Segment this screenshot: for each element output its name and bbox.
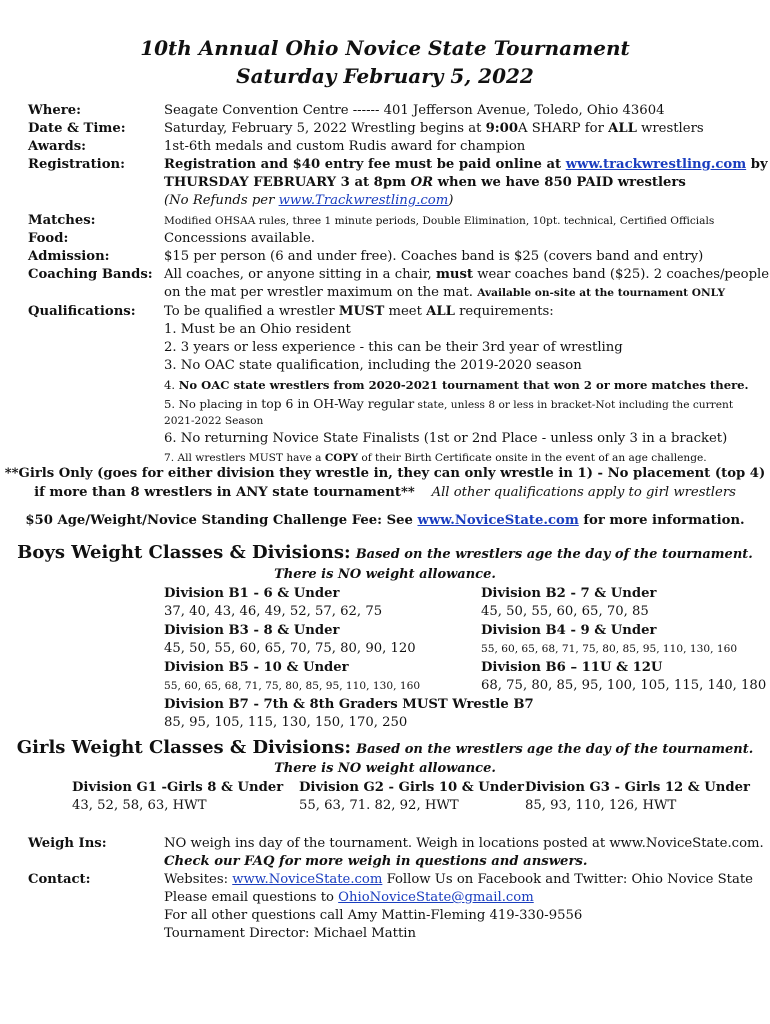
- challenge-fee: [0, 513, 770, 528]
- division-g1-name: Division G1 -Girls 8 & Under: [72, 780, 284, 795]
- division-g2-weights: 55, 63, 71. 82, 92, HWT: [299, 798, 459, 813]
- challenge-pre: $50 Age/Weight/Novice Standing Challenge Fee: See: [25, 513, 418, 528]
- registration-cap: when we have 850 PAID wrestlers: [433, 175, 686, 190]
- qualifications-intro: [164, 303, 554, 321]
- qual-item-2-text: 2. 3 years or less experience - this can be their 3rd year of wrestling: [164, 340, 623, 355]
- girls-heading-sub: Based on the wrestlers age the day of the tournament.: [356, 742, 754, 757]
- refund-note: [164, 192, 453, 210]
- email-pre: Please email questions to: [164, 890, 339, 905]
- email-link[interactable]: OhioNoviceState@gmail.com: [338, 890, 534, 905]
- division-g2: [299, 779, 524, 815]
- coaching-must: must: [435, 267, 473, 282]
- qual-item-3-text: 3. No OAC state qualification, including the 2019-2020 season: [164, 358, 582, 373]
- coaching-line-2: [164, 284, 725, 302]
- division-g3: [525, 779, 750, 815]
- trackwrestling-refund-link[interactable]: www.Trackwrestling.com: [278, 193, 449, 208]
- division-b3: [164, 622, 416, 658]
- division-g3-weights: 85, 93, 110, 126, HWT: [525, 798, 677, 813]
- trackwrestling-link[interactable]: www.trackwrestling.com: [565, 157, 747, 172]
- where-label: Where:: [28, 103, 81, 118]
- division-b5-weights: 55, 60, 65, 68, 71, 75, 80, 85, 95, 110, 130, 160: [164, 680, 421, 692]
- qual-item-4-bold: No OAC state wrestlers from 2020-2021 tournament that won 2 or more matches there.: [178, 378, 749, 392]
- qual-item-5-line-2-text: 2021-2022 Season: [164, 415, 264, 427]
- boys-allowance: There is NO weight allowance.: [274, 567, 496, 582]
- qual-item-1-text: 1. Must be an Ohio resident: [164, 322, 351, 337]
- division-b6: [481, 659, 766, 695]
- admission-label: Admission:: [28, 249, 110, 264]
- girls-note-line-2: [0, 485, 770, 500]
- datetime-value: [164, 120, 704, 138]
- division-b1-name: Division B1 - 6 & Under: [164, 586, 340, 601]
- weighins-label: Weigh Ins:: [28, 836, 107, 851]
- matches-label: Matches:: [28, 213, 96, 228]
- division-b5: [164, 659, 420, 695]
- qual-item-7-copy: COPY: [324, 452, 359, 464]
- coaching-label: Coaching Bands:: [28, 267, 153, 282]
- registration-deadline: THURSDAY FEBRUARY 3 at 8pm: [164, 175, 411, 190]
- food-value: Concessions available.: [164, 231, 315, 246]
- division-b2-weights: 45, 50, 55, 60, 65, 70, 85: [481, 604, 649, 619]
- qual-item-4-num: 4.: [164, 378, 179, 392]
- coaching-pre: All coaches, or anyone sitting in a chair,: [164, 267, 436, 282]
- qual-item-5-a: 5. No placing in: [164, 397, 262, 411]
- division-b4-weights: 55, 60, 65, 68, 71, 75, 80, 85, 95, 110, 130, 160: [481, 643, 738, 655]
- registration-post: by: [746, 157, 768, 172]
- title-line-1: 10th Annual Ohio Novice State Tournament: [140, 36, 630, 60]
- awards-value: 1st-6th medals and custom Rudis award for champion: [164, 139, 526, 154]
- datetime-label: Date & Time:: [28, 121, 126, 136]
- challenge-post: for more information.: [578, 513, 745, 528]
- division-b3-name: Division B3 - 8 & Under: [164, 623, 340, 638]
- qual-item-4-text: [164, 376, 749, 394]
- division-b2-name: Division B2 - 7 & Under: [481, 586, 657, 601]
- division-b4-name: Division B4 - 9 & Under: [481, 623, 657, 638]
- girls-allowance: There is NO weight allowance.: [274, 761, 496, 776]
- registration-label: Registration:: [28, 157, 125, 172]
- registration-line-2: [164, 174, 686, 192]
- girls-note-italic: All other qualifications apply to girl wrestlers: [431, 485, 736, 500]
- refund-pre: (No Refunds per: [164, 193, 279, 208]
- division-b6-name: Division B6 – 11U & 12U: [481, 660, 663, 675]
- title-line-2: Saturday February 5, 2022: [236, 64, 534, 88]
- awards-label: Awards:: [28, 139, 87, 154]
- girls-note-bold: if more than 8 wrestlers in ANY state tournament**: [34, 485, 415, 500]
- registration-pre: Registration and $40 entry fee must be paid online at: [164, 157, 566, 172]
- coaching-post: wear coaches band ($25). 2 coaches/people: [473, 267, 770, 282]
- registration-line-1: [164, 156, 768, 174]
- girls-heading: [0, 737, 770, 758]
- novicestate-link[interactable]: www.NoviceState.com: [232, 872, 383, 887]
- division-b7: [164, 696, 534, 732]
- datetime-post: wrestlers: [636, 121, 704, 136]
- qual-intro-all: ALL: [426, 304, 455, 319]
- weighins-line-1: NO weigh ins day of the tournament. Weigh in locations posted at www.NoviceState.com.: [164, 836, 764, 851]
- division-b4: [481, 622, 737, 658]
- qualifications-label: Qualifications:: [28, 304, 136, 319]
- qual-item-7-text: [164, 449, 707, 467]
- registration-or: OR: [410, 175, 434, 190]
- qual-item-5-c: state, unless 8 or less in bracket-Not including the current: [414, 399, 734, 411]
- websites-post: Follow Us on Facebook and Twitter: Ohio Novice State: [382, 872, 753, 887]
- division-b6-weights: 68, 75, 80, 85, 95, 100, 105, 115, 140, 180: [481, 678, 767, 693]
- division-b3-weights: 45, 50, 55, 60, 65, 70, 75, 80, 90, 120: [164, 641, 416, 656]
- datetime-time: 9:00: [485, 121, 519, 136]
- qual-intro-must: MUST: [338, 304, 385, 319]
- qual-item-5-b: top 6 in OH-Way regular: [261, 396, 415, 411]
- division-g3-name: Division G3 - Girls 12 & Under: [525, 780, 750, 795]
- refund-post: ): [448, 193, 454, 208]
- food-label: Food:: [28, 231, 69, 246]
- coaching-onsite-only: Available on-site at the tournament ONLY: [477, 287, 726, 299]
- coaching-line-1: [164, 266, 769, 284]
- contact-phone: For all other questions call Amy Mattin-Fleming 419-330-9556: [164, 908, 583, 923]
- girls-heading-title: Girls Weight Classes & Divisions:: [16, 737, 352, 758]
- contact-director: Tournament Director: Michael Mattin: [164, 926, 416, 941]
- contact-websites: [164, 871, 753, 889]
- division-b7-weights: 85, 95, 105, 115, 130, 150, 170, 250: [164, 715, 408, 730]
- datetime-all: ALL: [608, 121, 637, 136]
- division-g1: [72, 779, 283, 815]
- girls-note-line-1: **Girls Only (goes for either division they wrestle in, they can only wrestle in 1) - No placement (top 4): [4, 466, 766, 481]
- matches-value: Modified OHSAA rules, three 1 minute periods, Double Elimination, 10pt. technical, Certified Officials: [164, 215, 715, 227]
- boys-heading-title: Boys Weight Classes & Divisions:: [17, 542, 351, 563]
- qual-item-7-post: of their Birth Certificate onsite in the event of an age challenge.: [358, 452, 707, 464]
- contact-email: [164, 889, 534, 907]
- division-b1: [164, 585, 382, 621]
- division-b2: [481, 585, 656, 621]
- weighins-line-2: Check our FAQ for more weigh in questions and answers.: [164, 854, 588, 869]
- where-value: Seagate Convention Centre ------ 401 Jefferson Avenue, Toledo, Ohio 43604: [164, 103, 665, 118]
- datetime-mid: A SHARP for: [518, 121, 609, 136]
- division-b1-weights: 37, 40, 43, 46, 49, 52, 57, 62, 75: [164, 604, 383, 619]
- division-g2-name: Division G2 - Girls 10 & Under: [299, 780, 524, 795]
- qual-intro-post: requirements:: [454, 304, 554, 319]
- qual-item-7-pre: 7. All wrestlers MUST have a: [164, 452, 325, 464]
- qual-item-6-text: 6. No returning Novice State Finalists (1st or 2nd Place - unless only 3 in a bracket): [164, 431, 728, 446]
- novicestate-challenge-link[interactable]: www.NoviceState.com: [417, 513, 579, 528]
- qual-intro-pre: To be qualified a wrestler: [164, 304, 339, 319]
- websites-pre: Websites:: [164, 872, 233, 887]
- contact-label: Contact:: [28, 872, 91, 887]
- division-b7-name: Division B7 - 7th & 8th Graders MUST Wrestle B7: [164, 697, 534, 712]
- division-b5-name: Division B5 - 10 & Under: [164, 660, 349, 675]
- datetime-pre: Saturday, February 5, 2022 Wrestling begins at: [164, 121, 486, 136]
- qual-intro-mid: meet: [384, 304, 427, 319]
- division-g1-weights: 43, 52, 58, 63, HWT: [72, 798, 207, 813]
- admission-value: $15 per person (6 and under free). Coaches band is $25 (covers band and entry): [164, 249, 704, 264]
- boys-heading: [0, 542, 770, 563]
- coaching-line2-pre: on the mat per wrestler maximum on the mat.: [164, 285, 478, 300]
- boys-heading-sub: Based on the wrestlers age the day of the tournament.: [355, 547, 753, 562]
